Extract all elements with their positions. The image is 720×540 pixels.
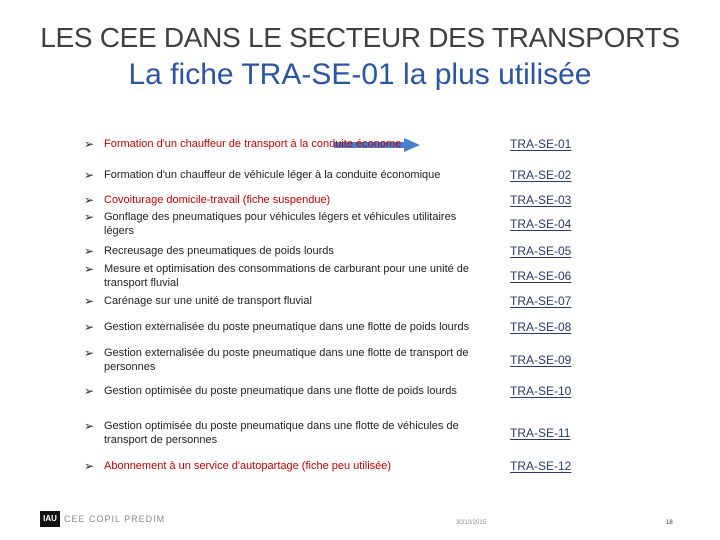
item-code-link[interactable]: TRA-SE-12 [510,459,572,473]
item-code-link[interactable]: TRA-SE-09 [510,353,572,367]
item-code-link[interactable]: TRA-SE-06 [510,269,572,283]
bullet-arrow-icon: ➢ [84,346,95,360]
item-code-link[interactable]: TRA-SE-04 [510,217,572,231]
bullet-arrow-icon: ➢ [84,459,95,473]
item-text: Formation d'un chauffeur de véhicule léger à la conduite économique [104,169,441,181]
slide-title: LES CEE DANS LE SECTEUR DES TRANSPORTS [40,22,680,53]
item-text: Abonnement à un service d'autopartage (fiche peu utilisée) [104,460,392,472]
slide-subtitle: La fiche TRA-SE-01 la plus utilisée [128,58,592,91]
bullet-arrow-icon: ➢ [84,320,95,334]
bullet-arrow-icon: ➢ [84,210,95,224]
item-text: Formation d'un chauffeur de transport à la conduite économe [104,138,402,150]
item-code-link[interactable]: TRA-SE-01 [510,137,572,151]
item-code-link[interactable]: TRA-SE-10 [510,384,572,398]
bullet-arrow-icon: ➢ [84,384,95,398]
item-text: Gestion optimisée du poste pneumatique dans une flotte de poids lourds [104,385,457,397]
bullet-arrow-icon: ➢ [84,294,95,308]
iau-logo: IAU [40,511,60,527]
item-text: Gonflage des pneumatiques pour véhicules légers et véhicules utilitaires légers [104,211,457,237]
item-code-link[interactable]: TRA-SE-11 [510,426,571,440]
item-code-link[interactable]: TRA-SE-05 [510,244,572,258]
item-code-link[interactable]: TRA-SE-02 [510,168,572,182]
item-text: Covoiturage domicile-travail (fiche suspendue) [104,194,331,206]
bullet-arrow-icon: ➢ [84,419,95,433]
bullet-arrow-icon: ➢ [84,244,95,258]
item-text: Carénage sur une unité de transport fluvial [104,295,312,307]
bullet-arrow-icon: ➢ [84,193,95,207]
item-code-link[interactable]: TRA-SE-08 [510,320,572,334]
item-text: Gestion optimisée du poste pneumatique dans une flotte de véhicules de transport de personnes [104,420,459,446]
footer-date: 30/10/2015 [456,520,487,526]
item-code-link[interactable]: TRA-SE-03 [510,193,572,207]
bullet-arrow-icon: ➢ [84,137,95,151]
footer-label: CEE COPIL PREDIM [64,514,166,524]
item-text: Mesure et optimisation des consommations de carburant pour une unité de transport fluvial [104,263,470,289]
page-number: 18 [666,520,673,526]
bullet-arrow-icon: ➢ [84,262,95,276]
item-text: Gestion externalisée du poste pneumatique dans une flotte de poids lourds [104,321,470,333]
bullet-arrow-icon: ➢ [84,168,95,182]
item-text: Recreusage des pneumatiques de poids lourds [104,245,334,257]
item-code-link[interactable]: TRA-SE-07 [510,294,572,308]
item-text: Gestion externalisée du poste pneumatique dans une flotte de transport de personnes [104,347,469,373]
